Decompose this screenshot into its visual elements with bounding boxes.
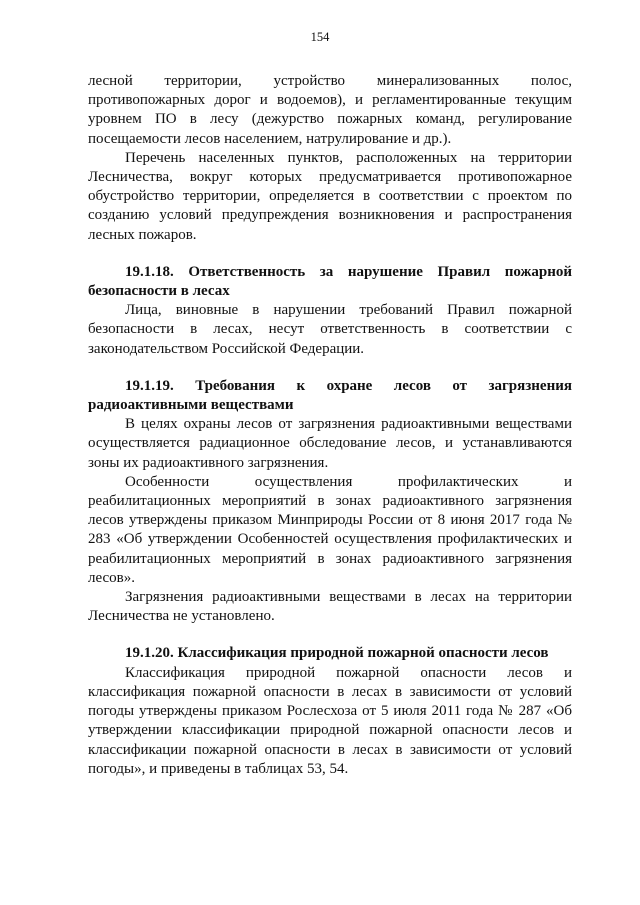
paragraph-fire-prevention-measures: лесной территории, устройство минерализованных полос, противопожарных дорог и водоемов), и регламентированные текущим уровнем ПО в лесу (дежурство пожарных команд, регулирование посещаемости лесов населением, натрулирование и др.).: [88, 73, 572, 147]
paragraph-radiation-survey: В целях охраны лесов от загрязнения радиоактивными веществами осуществляется радиационное обследование лесов, и устанавливаются зоны их радиоактивного загрязнения.: [88, 416, 572, 471]
section-heading-19-1-19: 19.1.19. Требования к охране лесов от загрязнения радиоактивными веществами: [88, 377, 572, 414]
page-number: 154: [310, 30, 330, 44]
section-heading-19-1-20: 19.1.20. Классификация природной пожарной опасности лесов: [125, 645, 549, 662]
paragraph-rehabilitation-measures: Особенности осуществления профилактических и реабилитационных мероприятий в зонах радиоактивного загрязнения лесов утверждены приказом Минприроды России от 8 июня 2017 года № 283 «Об утверждении Особенностей осуществления профилактических и реабилитационных мероприятий в зонах радиоактивного загрязнения лесов».: [88, 473, 572, 586]
paragraph-liability: Лица, виновные в нарушении требований Правил пожарной безопасности в лесах, несут ответственность в соответствии с законодательством Российской Федерации.: [88, 302, 572, 357]
paragraph-fire-danger-classification: Классификация природной пожарной опасности лесов и классификация пожарной опасности в лесах в зависимости от условий погоды утверждены приказом Рослесхоза от 5 июля 2011 года № 287 «Об утверждении классификации природной пожарной опасности лесов и классификации пожарной опасности в лесах в зависимости от условий погоды», и приведены в таблицах 53, 54.: [88, 664, 572, 777]
paragraph-no-contamination: Загрязнения радиоактивными веществами в лесах на территории Лесничества не установлено.: [88, 589, 572, 625]
paragraph-settlements-list: Перечень населенных пунктов, расположенных на территории Лесничества, вокруг которых предусматривается противопожарное обустройство территории, определяется в соответствии с проектом по созданию условий предупреждения возникновения и распространения лесных пожаров.: [88, 149, 572, 243]
section-heading-19-1-18: 19.1.18. Ответственность за нарушение Правил пожарной безопасности в лесах: [88, 263, 572, 300]
page-body: [88, 72, 572, 779]
